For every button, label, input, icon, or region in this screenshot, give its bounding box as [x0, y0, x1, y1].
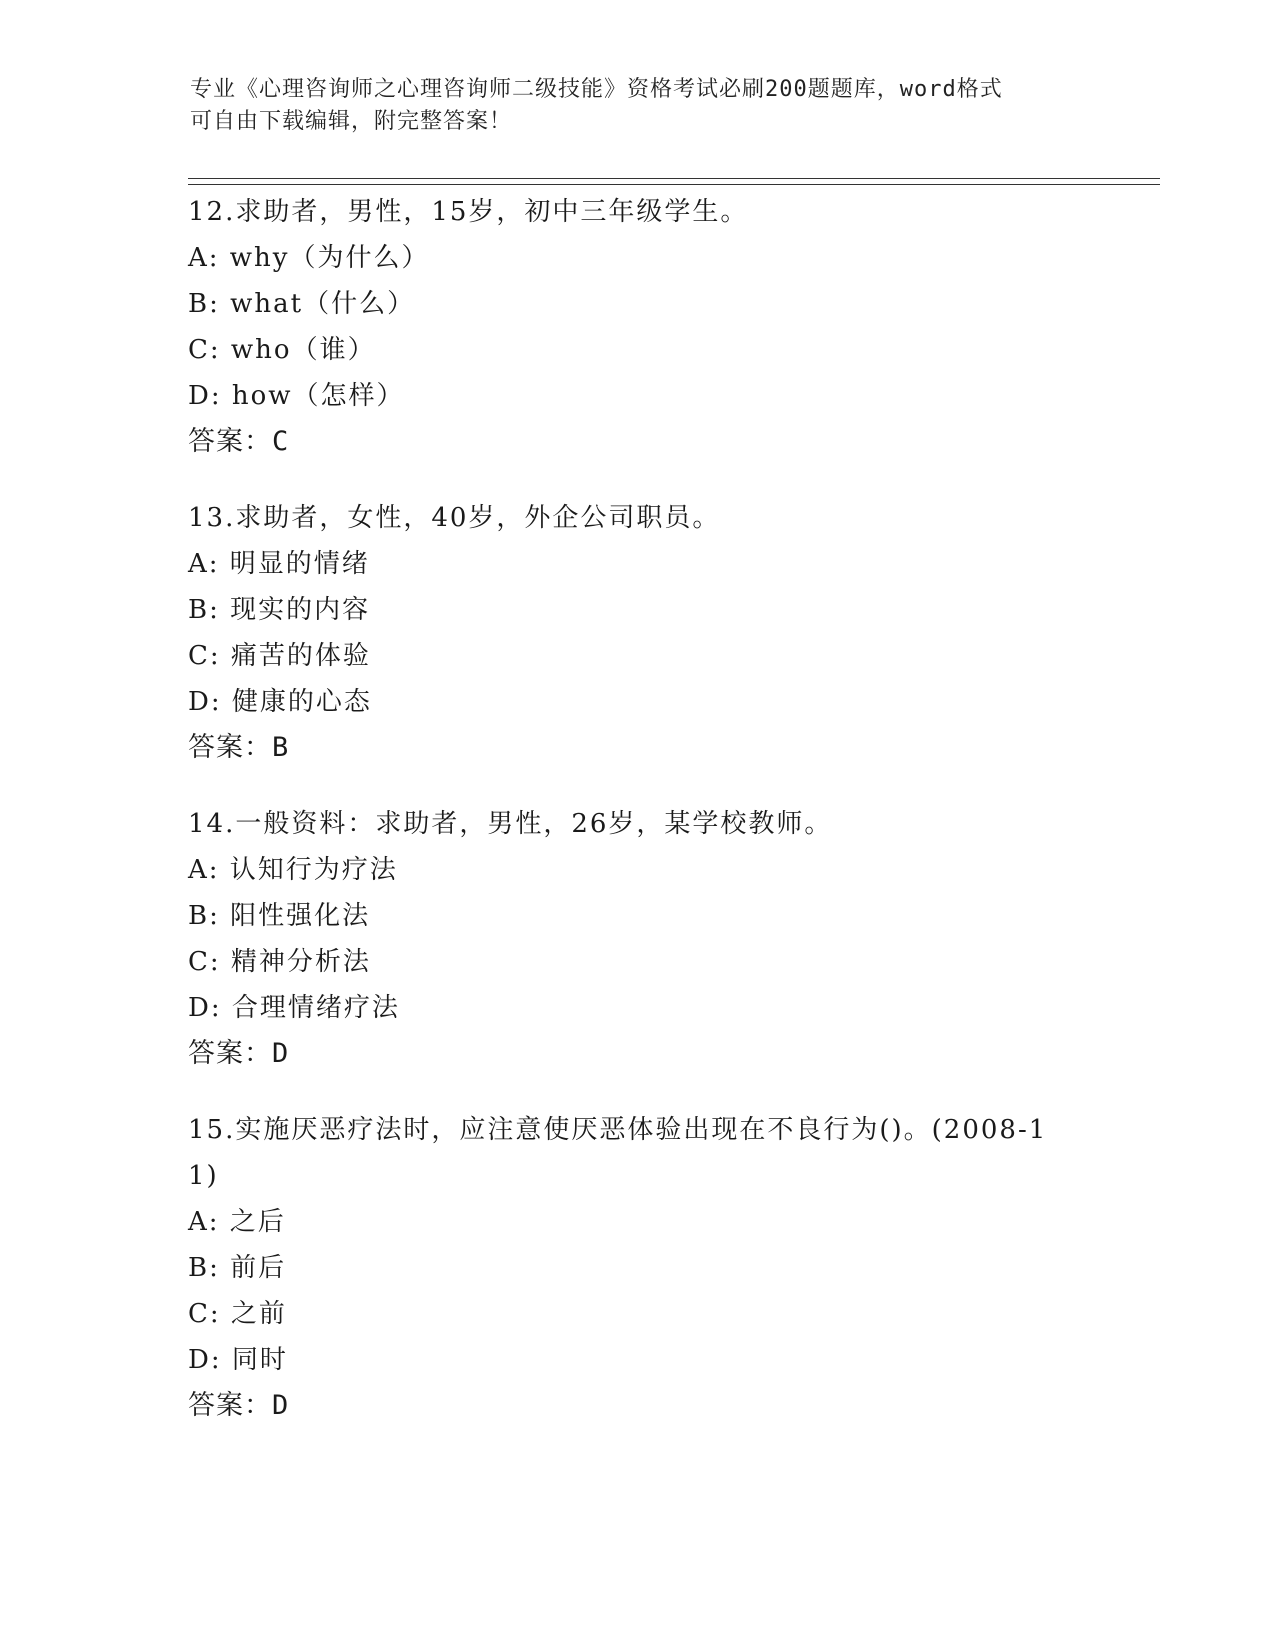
option-c: C: who（谁） — [188, 335, 376, 365]
option-c: C: 痛苦的体验 — [188, 641, 371, 671]
option-b: B: 现实的内容 — [188, 595, 371, 625]
option-a: A: 认知行为疗法 — [188, 855, 398, 885]
answer-line: 答案：D — [188, 1038, 290, 1069]
option-b: B: what（什么） — [188, 289, 416, 319]
question-stem: 12.求助者，男性，15岁，初中三年级学生。 — [188, 197, 749, 227]
option-c: C: 之前 — [188, 1299, 287, 1329]
option-d: D: 健康的心态 — [188, 687, 372, 717]
answer-line: 答案：C — [188, 426, 290, 457]
question-12 — [188, 189, 1068, 465]
question-list — [188, 189, 1068, 1459]
option-a: A: 明显的情绪 — [188, 549, 370, 579]
option-d: D: 合理情绪疗法 — [188, 993, 400, 1023]
question-13 — [188, 495, 1068, 771]
option-b: B: 阳性强化法 — [188, 901, 371, 931]
header-line-2: 可自由下载编辑，附完整答案！ — [190, 109, 513, 134]
option-c: C: 精神分析法 — [188, 947, 371, 977]
answer-line: 答案：B — [188, 732, 290, 763]
question-15 — [188, 1107, 1068, 1429]
question-stem: 13.求助者，女性，40岁，外企公司职员。 — [188, 503, 721, 533]
question-stem: 14.一般资料：求助者，男性，26岁，某学校教师。 — [188, 809, 833, 839]
question-stem: 15.实施厌恶疗法时，应注意使厌恶体验出现在不良行为()。(2008-11) — [188, 1115, 1048, 1191]
option-a: A: why（为什么） — [188, 243, 430, 273]
option-d: D: 同时 — [188, 1345, 288, 1375]
header-divider — [188, 178, 1160, 185]
document-header — [190, 74, 1090, 138]
option-d: D: how（怎样） — [188, 381, 405, 411]
answer-line: 答案：D — [188, 1390, 290, 1421]
question-14 — [188, 801, 1068, 1077]
option-b: B: 前后 — [188, 1253, 287, 1283]
option-a: A: 之后 — [188, 1207, 286, 1237]
header-line-1: 专业《心理咨询师之心理咨询师二级技能》资格考试必刷200题题库，word格式 — [190, 77, 1003, 102]
